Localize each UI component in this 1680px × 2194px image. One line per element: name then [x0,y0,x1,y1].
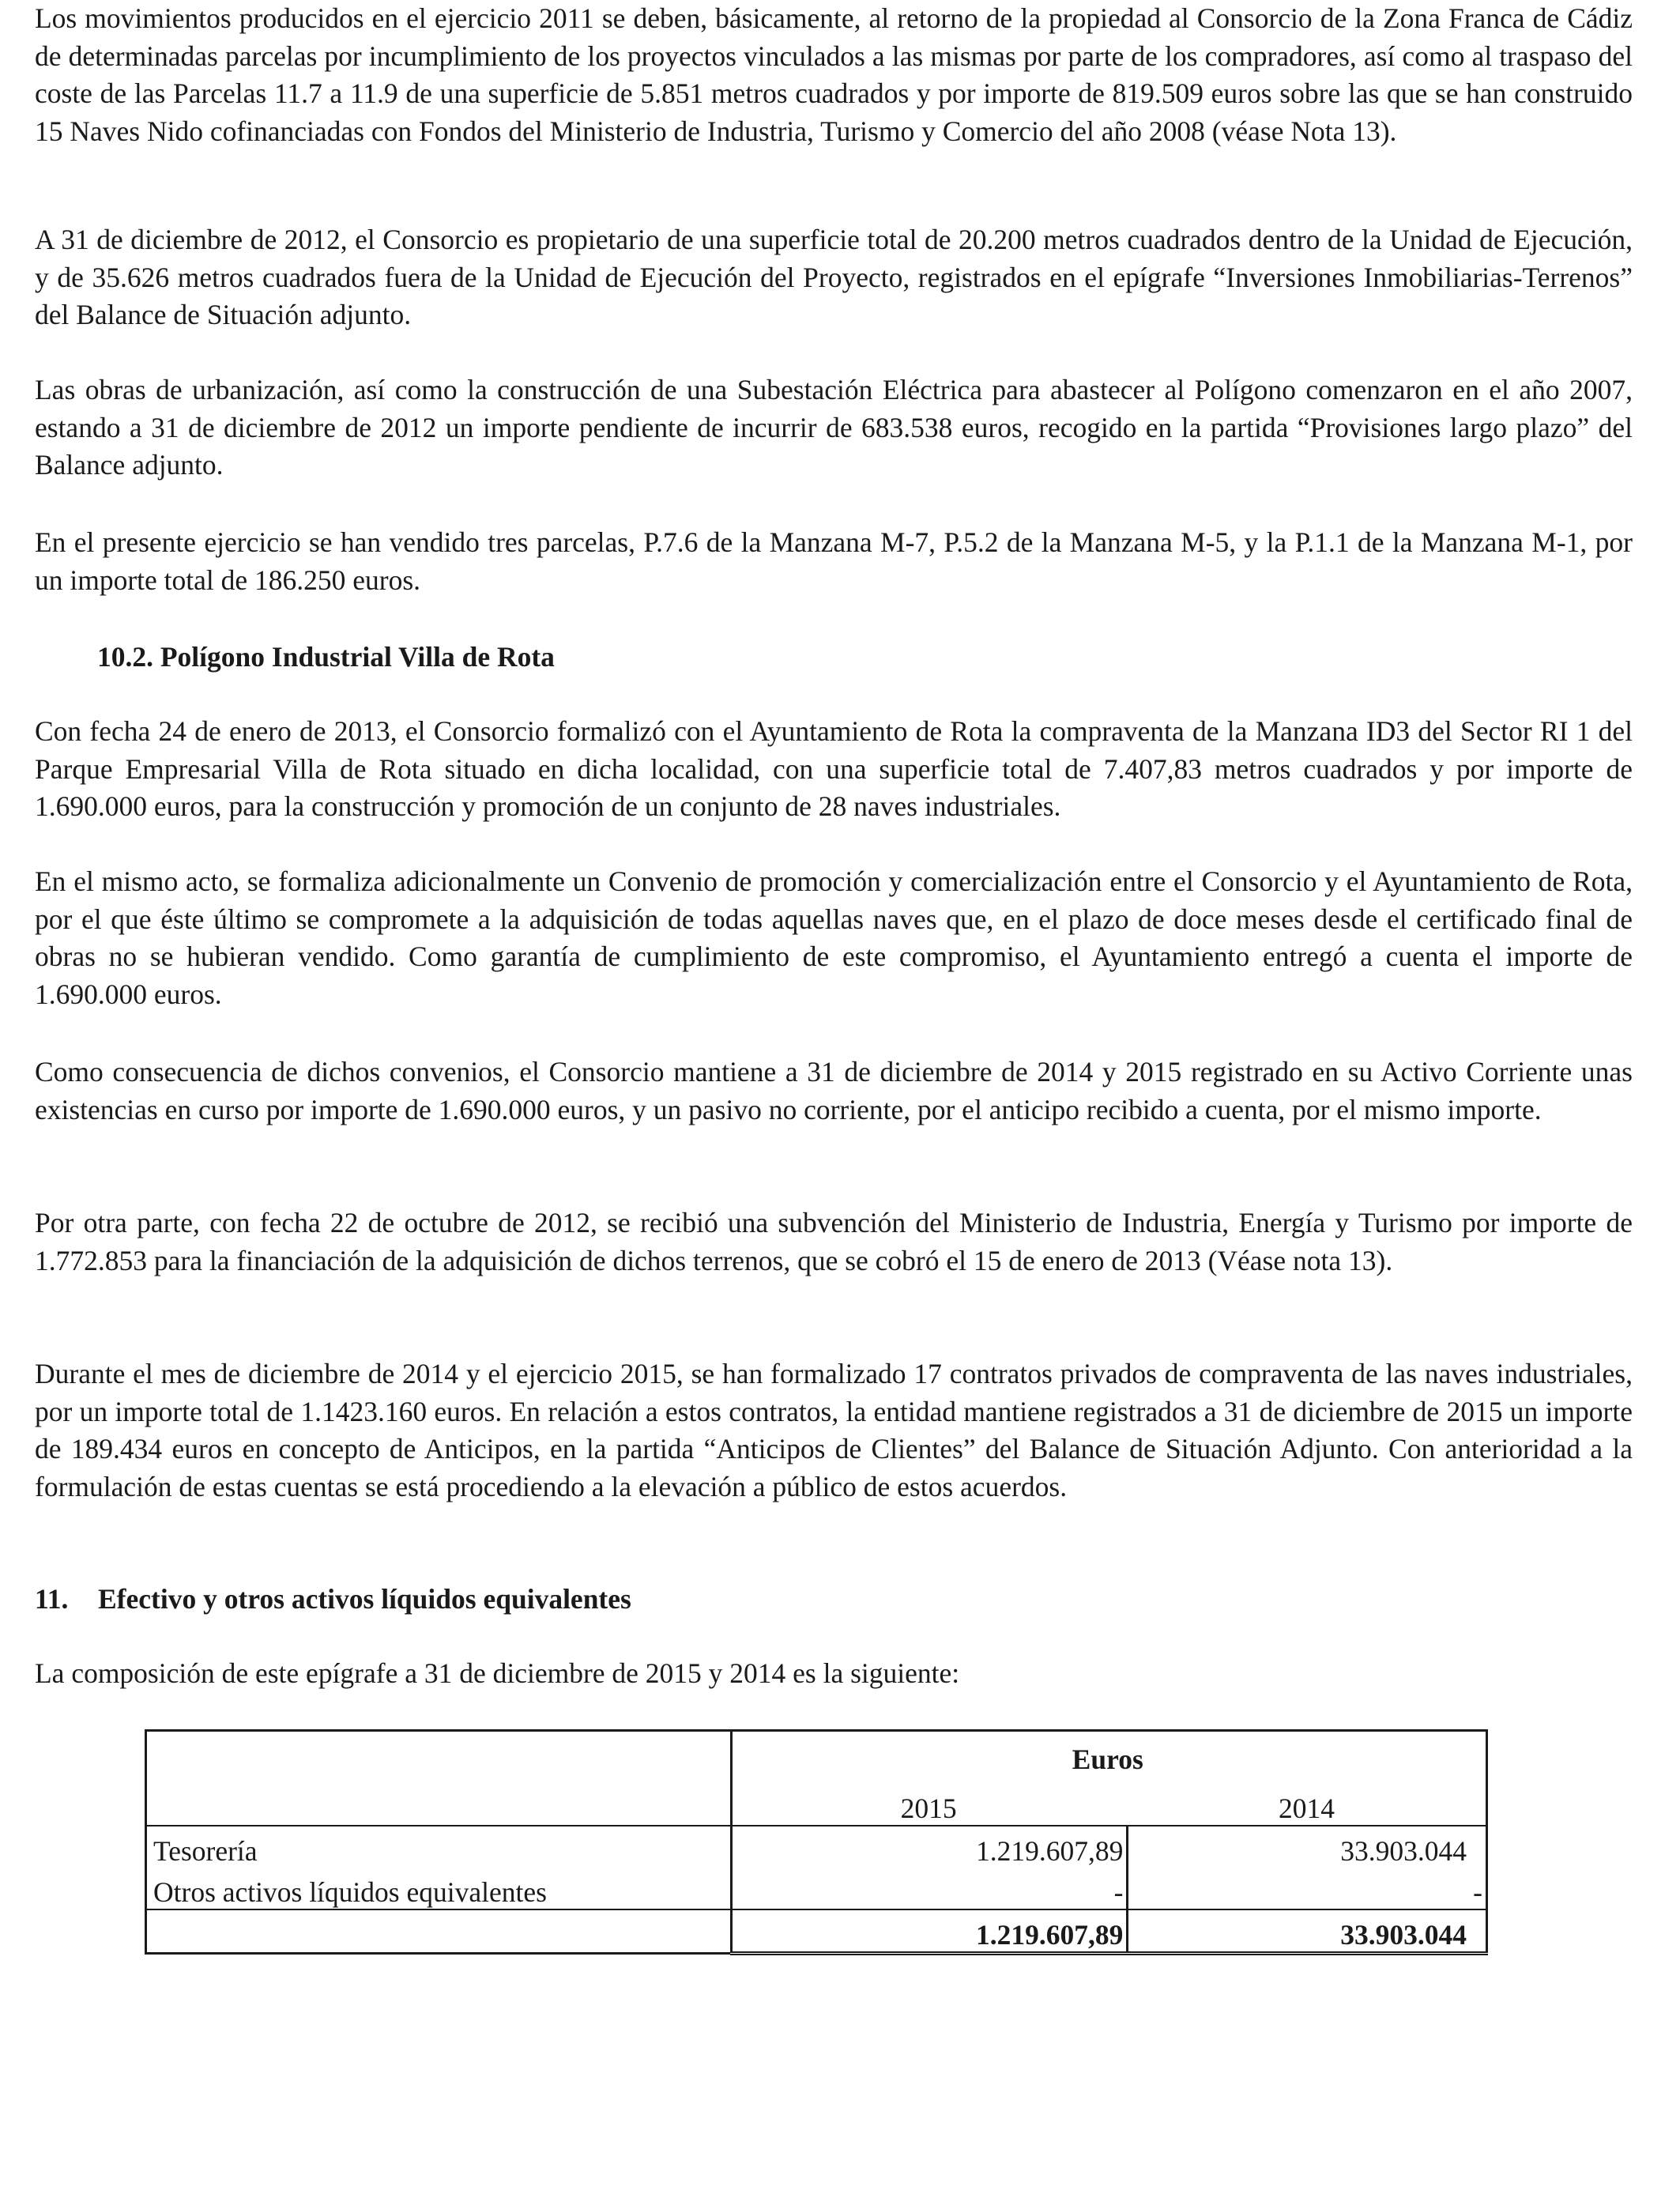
paragraph-consecuencia-convenios: Como consecuencia de dichos convenios, el Consorcio mantiene a 31 de diciembre de 2014 y 2015 registrado en su Activo Corriente unas existencias en curso por importe de 1.690.000 euros, y un pasivo no corriente, por el anticipo recibido a cuenta, por el mismo importe. [35,1056,1633,1125]
section-heading-11-number: 11. [35,1583,69,1615]
cell-total-2015: 1.219.607,89 [732,1909,1128,1954]
paragraph-obras-urbanizacion: Las obras de urbanización, así como la construcción de una Subestación Eléctrica para abastecer al Polígono comenzaron en el año 2007, estando a 31 de diciembre de 2012 un importe pendiente de incurrir de 683.538 euros, recogido en la partida “Provisiones largo plazo” del Balance adjunto. [35,374,1633,481]
row-label-tesoreria: Tesorería [146,1826,732,1868]
cell-tesoreria-2015: 1.219.607,89 [732,1826,1128,1868]
column-group-header-euros: Euros [732,1731,1487,1777]
column-header-2015: 2015 [732,1776,1128,1826]
cell-tesoreria-2014: 33.903.044 [1128,1826,1487,1868]
paragraph-contratos-privados: Durante el mes de diciembre de 2014 y el ejercicio 2015, se han formalizado 17 contratos privados de compraventa de las naves industriales, por un importe total de 1.1423.160 euros. En relación a estos contratos, la entidad mantiene registrados a 31 de diciembre de 2015 un importe de 189.434 euros en concepto de Anticipos, en la partida “Anticipos de Clientes” del Balance de Situación Adjunto. Con anterioridad a la formulación de estas cuentas se está procediendo a la elevación a público de estos acuerdos. [35,1358,1633,1502]
paragraph-compraventa-rota: Con fecha 24 de enero de 2013, el Consorcio formalizó con el Ayuntamiento de Rota la compraventa de la Manzana ID3 del Sector RI 1 del Parque Empresarial Villa de Rota situado en dicha localidad, con una superficie total de 7.407,83 metros cuadrados y por importe de 1.690.000 euros, para la construcción y promoción de un conjunto de 28 naves industriales. [35,715,1633,822]
cash-equivalents-table [145,1729,1488,1963]
cell-total-2014: 33.903.044 [1128,1909,1487,1954]
paragraph-subvencion-ministerio: Por otra parte, con fecha 22 de octubre de 2012, se recibió una subvención del Ministerio de Industria, Energía y Turismo por importe de 1.772.853 para la financiación de la adquisición de dichos terrenos, que se cobró el 15 de enero de 2013 (Véase nota 13). [35,1207,1633,1276]
column-header-2014: 2014 [1128,1776,1487,1826]
paragraph-convenio-promocion: En el mismo acto, se formaliza adicionalmente un Convenio de promoción y comercialización entre el Consorcio y el Ayuntamiento de Rota, por el que éste último se compromete a la adquisición de todas aquellas naves que, en el plazo de doce meses desde el certificado final de obras no se hubieran vendido. Como garantía de cumplimiento de este compromiso, el Ayuntamiento entregó a cuenta el importe de 1.690.000 euros. [35,865,1633,1010]
paragraph-superficie-2012: A 31 de diciembre de 2012, el Consorcio es propietario de una superficie total de 20.200 metros cuadrados dentro de la Unidad de Ejecución, y de 35.626 metros cuadrados fuera de la Unidad de Ejecución del Proyecto, registrados en el epígrafe “Inversiones Inmobiliarias-Terrenos” del Balance de Situación adjunto. [35,224,1633,330]
section-heading-10-2: 10.2. Polígono Industrial Villa de Rota [97,641,555,673]
section-heading-11-title: Efectivo y otros activos líquidos equivalentes [98,1583,631,1615]
paragraph-composicion-epigrafe: La composición de este epígrafe a 31 de diciembre de 2015 y 2014 es la siguiente: [35,1657,960,1689]
row-label-otros-activos: Otros activos líquidos equivalentes [146,1868,732,1909]
paragraph-parcelas-vendidas: En el presente ejercicio se han vendido tres parcelas, P.7.6 de la Manzana M-7, P.5.2 de la Manzana M-5, y la P.1.1 de la Manzana M-1, por un importe total de 186.250 euros. [35,526,1633,596]
paragraph-movimientos-2011: Los movimientos producidos en el ejercicio 2011 se deben, básicamente, al retorno de la propiedad al Consorcio de la Zona Franca de Cádiz de determinadas parcelas por incumplimiento de los proyectos vinculados a las mismas por parte de los compradores, así como al traspaso del coste de las Parcelas 11.7 a 11.9 de una superficie de 5.851 metros cuadrados y por importe de 819.509 euros sobre las que se han construido 15 Naves Nido cofinanciadas con Fondos del Ministerio de Industria, Turismo y Comercio del año 2008 (véase Nota 13). [35,2,1633,147]
cell-otros-activos-2015: - [732,1868,1128,1909]
cell-otros-activos-2014: - [1128,1868,1487,1909]
